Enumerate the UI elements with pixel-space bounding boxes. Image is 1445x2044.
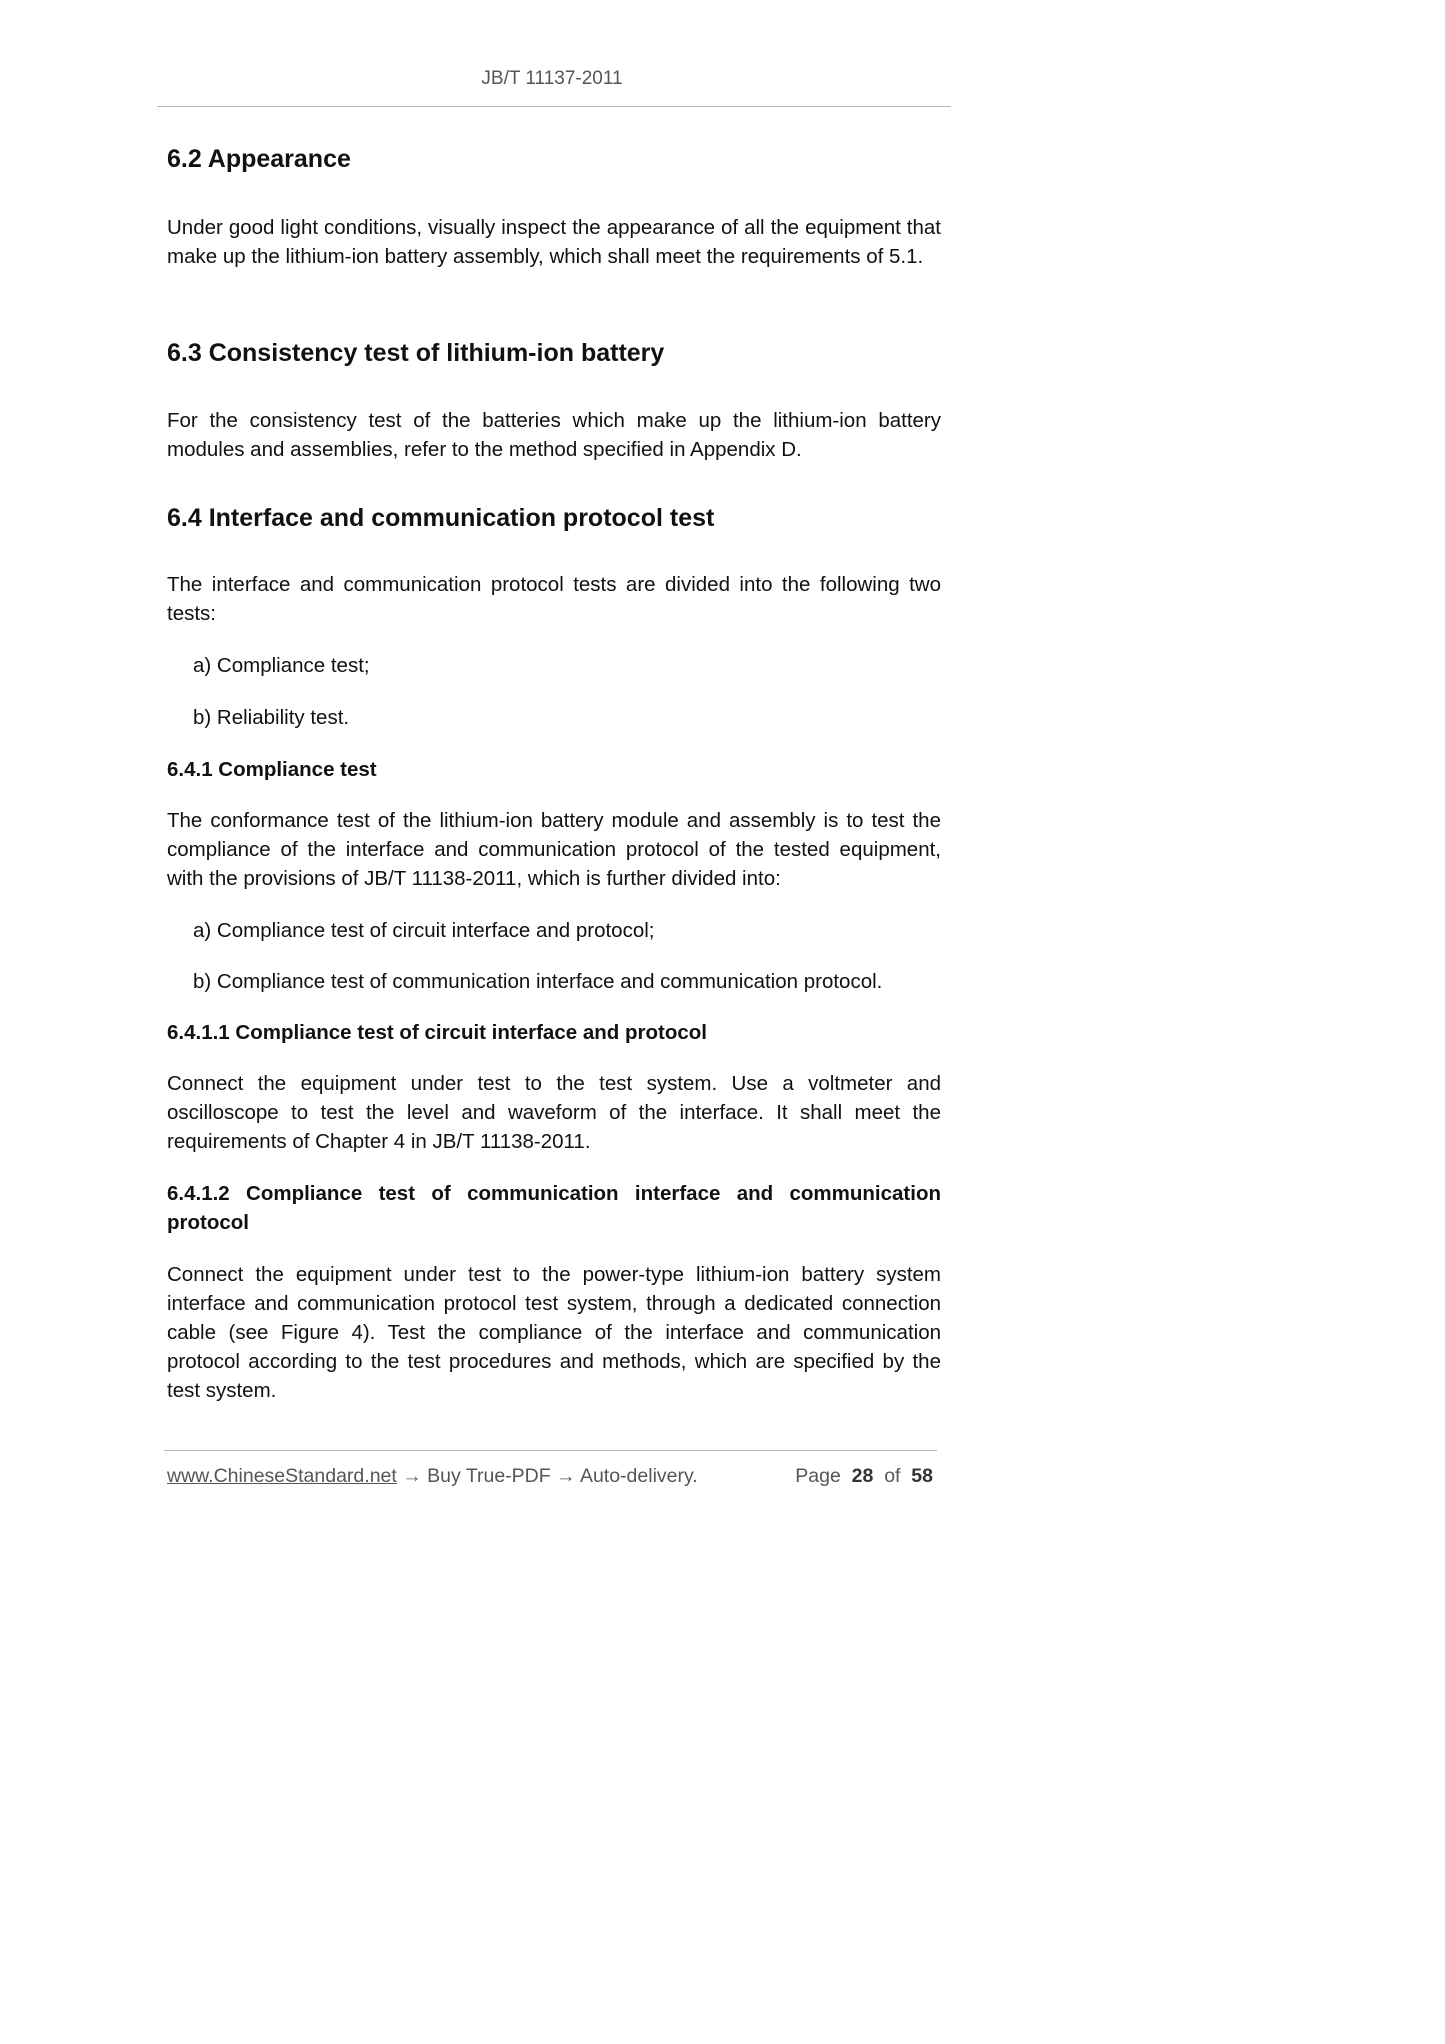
heading-6-3: 6.3 Consistency test of lithium-ion battery (167, 339, 665, 367)
heading-6-4-1: 6.4.1 Compliance test (167, 758, 377, 781)
page-indicator (795, 1465, 933, 1488)
heading-6-4-1-2: 6.4.1.2 Compliance test of communication interface and communication protocol (167, 1182, 941, 1234)
page-footer (167, 1465, 933, 1493)
paragraph-6-3: For the consistency test of the batteries which make up the lithium-ion battery modules and assemblies, refer to the method specified in Appendix D. (167, 409, 941, 461)
list-item-6-4-b: b) Reliability test. (193, 706, 350, 729)
heading-6-4-1-1: 6.4.1.1 Compliance test of circuit interface and protocol (167, 1021, 707, 1044)
paragraph-6-4: The interface and communication protocol tests are divided into the following two tests: (167, 573, 941, 625)
paragraph-6-4-1-1: Connect the equipment under test to the test system. Use a voltmeter and oscilloscope to test the level and waveform of the interface. It shall meet the requirements of Chapter 4 in JB/T 11138-2011. (167, 1072, 941, 1153)
document-id: JB/T 11137-2011 (481, 68, 623, 89)
footer-tagline: → Buy True-PDF → Auto-delivery. (396, 1465, 698, 1487)
page-word: Page (795, 1465, 841, 1487)
total-pages-number: 58 (911, 1465, 933, 1487)
paragraph-6-4-1: The conformance test of the lithium-ion battery module and assembly is to test the compliance of the interface and communication protocol of the tested equipment, with the provisions of JB/T 11138-2011, which is further divided into: (167, 809, 941, 890)
paragraph-6-2: Under good light conditions, visually inspect the appearance of all the equipment that make up the lithium-ion battery assembly, which shall meet the requirements of 5.1. (167, 216, 941, 268)
of-word: of (884, 1465, 901, 1487)
list-item-6-4-1-b: b) Compliance test of communication interface and communication protocol. (193, 970, 883, 993)
heading-6-2: 6.2 Appearance (167, 145, 351, 173)
list-item-6-4-1-a: a) Compliance test of circuit interface and protocol; (193, 919, 655, 942)
footer-divider (164, 1450, 937, 1451)
paragraph-6-4-1-2: Connect the equipment under test to the power-type lithium-ion battery system interface and communication protocol test system, through a dedicated connection cable (see Figure 4). Test the compliance of the interface and communication protocol according to the test procedures and methods, which are specified by the test system. (167, 1263, 941, 1402)
current-page-number: 28 (851, 1465, 874, 1487)
list-item-6-4-a: a) Compliance test; (193, 654, 370, 677)
website-link[interactable]: www.ChineseStandard.net (167, 1465, 397, 1487)
header-divider (157, 106, 951, 107)
heading-6-4: 6.4 Interface and communication protocol test (167, 504, 715, 532)
